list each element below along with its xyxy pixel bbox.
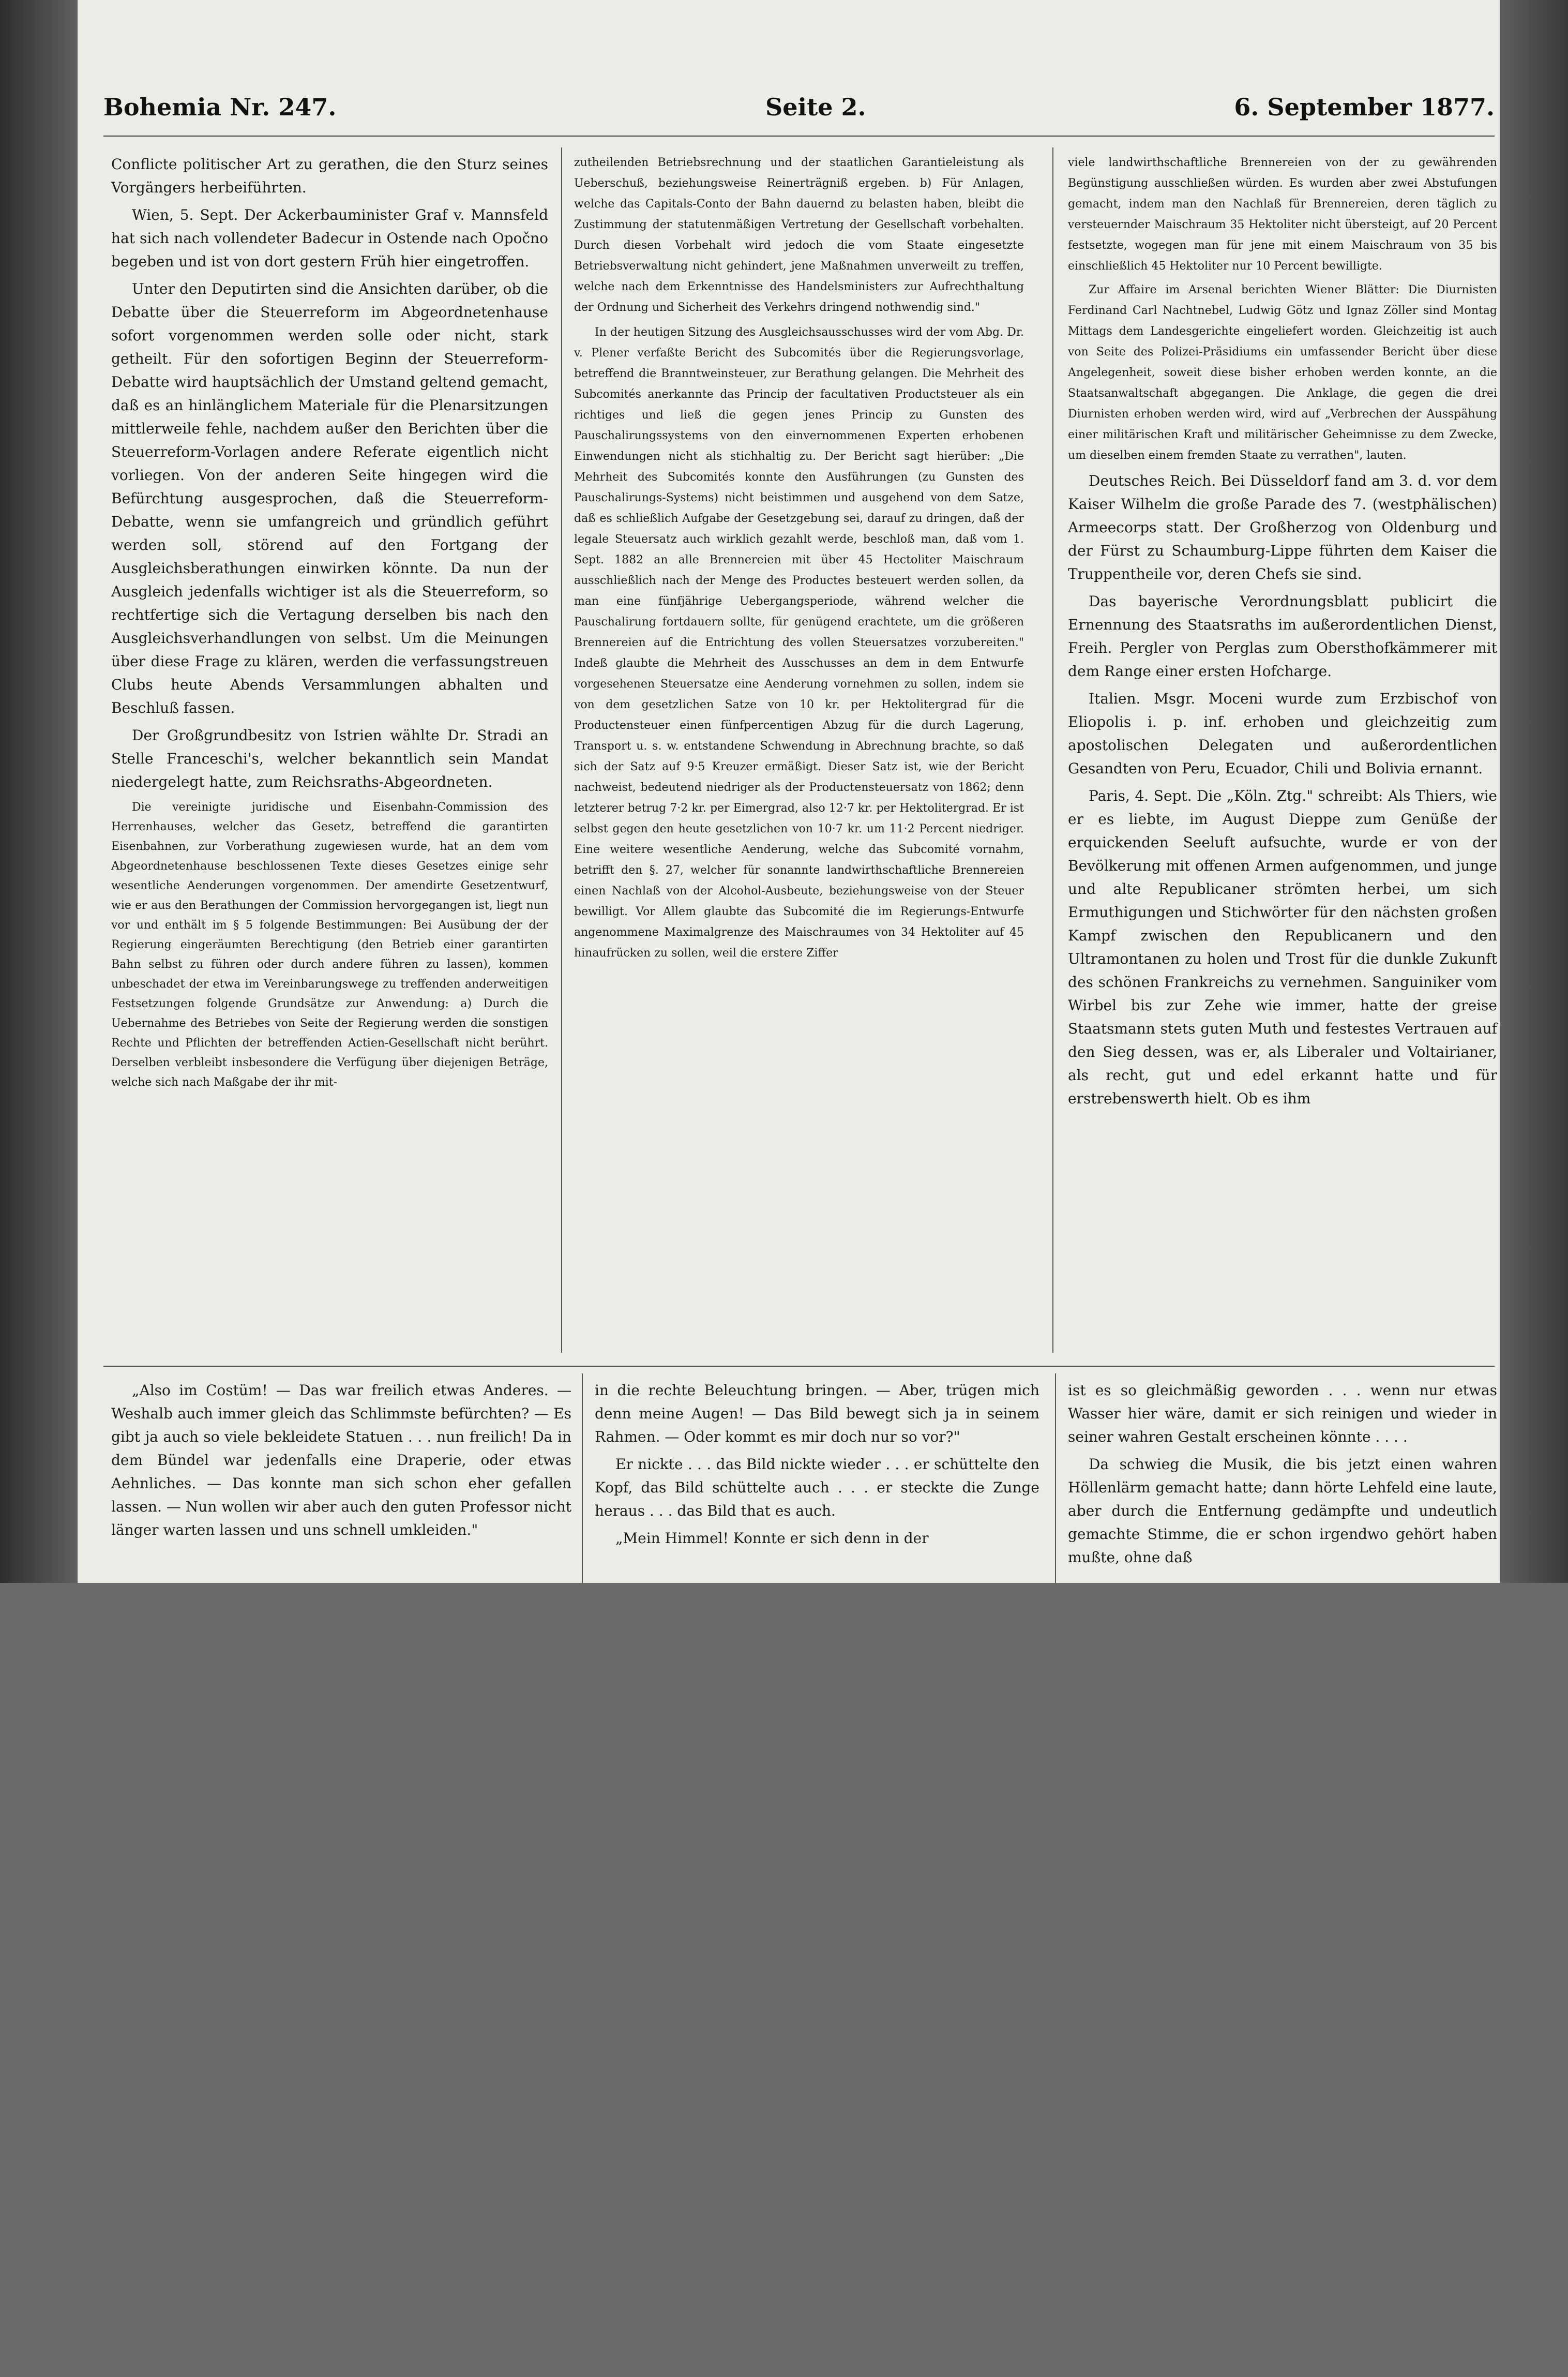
column-divider-1	[561, 147, 562, 1353]
feuilleton-paragraph: ist es so gleichmäßig geworden . . . wenn nur etwas Wasser hier wäre, damit er sich reinigen und wieder in seiner wahren Gestalt erscheinen könnte . . . .	[1068, 1382, 1497, 1445]
article-paragraph: Die vereinigte juridische und Eisenbahn-Commission des Herrenhauses, welcher das Gesetz, betreffend die garantirten Eisenbahnen, zur Vorberathung zugewiesen wurde, hat an dem vom Abgeordnetenhause beschlossenen Texte dieses Gesetzes einige sehr wesentliche Aenderungen vorgenommen. Der amendirte Gesetzentwurf, wie er aus den Berathungen der Commission hervorgegangen ist, liegt nun vor und enthält im § 5 folgende Bestimmungen: Bei Ausübung der der Regierung eingeräumten Berechtigung (den Betrieb einer garantirten Bahn selbst zu führen oder durch andere führen zu lassen), kommen unbeschadet der etwa im Vereinbarungswege zu treffenden anderweitigen Festsetzungen folgende Grundsätze zur Anwendung: a) Durch die Uebernahme des Betriebes von Seite der Regierung werden die sonstigen Rechte und Pflichten der betreffenden Actien-Gesellschaft nicht berührt. Derselben verbleibt insbesondere die Verfügung über diejenigen Beträge, welche sich nach Maßgabe der ihr mit-	[111, 801, 548, 1089]
article-paragraph: Das bayerische Verordnungsblatt publicirt die Ernennung des Staatsraths im außerordentlichen Dienst, Freih. Pergler von Perglas zum Obersthofkämmerer mit dem Range einer ersten Hofcharge.	[1068, 593, 1497, 680]
article-paragraph: Italien. Msgr. Moceni wurde zum Erzbischof von Eliopolis i. p. inf. erhoben und gleichzeitig zum apostolischen Delegaten und außerordentlichen Gesandten von Peru, Ecuador, Chili und Bolivia ernannt.	[1068, 690, 1497, 777]
feuilleton-column-3	[1068, 1379, 1497, 1573]
article-paragraph: zutheilenden Betriebsrechnung und der staatlichen Garantieleistung als Ueberschuß, beziehungsweise Reinerträgniß ergeben. b) Für Anlagen, welche das Capitals-Conto der Bahn dauernd zu belasten haben, bleibt die Zustimmung der statutenmäßigen Vertretung der Gesellschaft vorbehalten. Durch diesen Vorbehalt wird jedoch die vom Staate eingesetzte Betriebsverwaltung nicht gehindert, jene Maßnahmen unverweilt zu treffen, welche nach dem Erkenntnisse des Handelsministers zur Aufrechthaltung der Ordnung und Sicherheit des Verkehrs dringend nothwendig sind."	[574, 156, 1024, 314]
column-1	[111, 153, 548, 1097]
article-paragraph: Conflicte politischer Art zu gerathen, die den Sturz seines Vorgängers herbeiführten.	[111, 156, 548, 196]
article-paragraph: Deutsches Reich. Bei Düsseldorf fand am 3. d. vor dem Kaiser Wilhelm die große Parade des 7. (westphälischen) Armeecorps statt. Der Großherzog von Oldenburg und der Fürst zu Schaumburg-Lippe führten dem Kaiser die Truppentheile vor, deren Chefs sie sind.	[1068, 472, 1497, 582]
feuilleton-rule	[103, 1366, 1495, 1367]
header-rule	[103, 136, 1495, 137]
article-paragraph: Paris, 4. Sept. Die „Köln. Ztg." schreibt: Als Thiers, wie er es liebte, im August Dieppe zum Genüße der erquickenden Seeluft aufsuchte, wurde er von der Bevölkerung mit offenen Armen aufgenommen, und junge und alte Republicaner strömten herbei, um sich Ermuthigungen und Stichwörter für den nächsten großen Kampf zwischen den Republicanern und den Ultramontanen zu holen und Trost für die dunkle Zukunft des schönen Frankreichs zu vernehmen. Sanguiniker vom Wirbel bis zur Zehe wie immer, hatte der greise Staatsmann stets guten Muth und festestes Vertrauen auf den Sieg dessen, was er, als Liberaler und Voltairianer, als recht, gut und edel erkannt hatte und für erstrebenswerth hielt. Ob es ihm	[1068, 787, 1497, 1107]
feuilleton-paragraph: in die rechte Beleuchtung bringen. — Aber, trügen mich denn meine Augen! — Das Bild bewegt sich ja in seinem Rahmen. — Oder kommt es mir doch nur so vor?"	[595, 1382, 1039, 1445]
article-paragraph: Zur Affaire im Arsenal berichten Wiener Blätter: Die Diurnisten Ferdinand Carl Nachtnebel, Ludwig Götz und Ignaz Zöller sind Montag Mittags dem Landesgerichte eingeliefert worden. Gleichzeitig ist auch von Seite des Polizei-Präsidiums ein umfassender Bericht über diese Angelegenheit, soweit diese bisher erhoben werden konnte, an die Staatsanwaltschaft abgegangen. Die Anklage, die gegen die drei Diurnisten erhoben werden wird, wird auf „Verbrechen der Ausspähung einer militärischen Kraft und militärischer Geheimnisse zu dem Zwecke, um dieselben einem fremden Staate zu verrathen", lauten.	[1068, 283, 1497, 462]
header-date: 6. September 1877.	[1234, 93, 1495, 121]
redaction-overlay	[0, 1583, 1568, 2377]
feuilleton-column-2	[595, 1379, 1039, 1554]
feuilleton-paragraph: Da schwieg die Musik, die bis jetzt einen wahren Höllenlärm gemacht hatte; dann hörte Lehfeld eine laute, aber durch die Entfernung gedämpfte und undeutlich gemachte Stimme, die er schon irgendwo gehört haben mußte, ohne daß	[1068, 1456, 1497, 1566]
article-paragraph: Der Großgrundbesitz von Istrien wählte Dr. Stradi an Stelle Franceschi's, welcher bekanntlich sein Mandat niedergelegt hatte, zum Reichsraths-Abgeordneten.	[111, 727, 548, 790]
page-header	[103, 93, 1495, 129]
feuilleton-paragraph: „Mein Himmel! Konnte er sich denn in der	[615, 1530, 929, 1547]
column-2	[574, 153, 1024, 968]
article-paragraph: viele landwirthschaftliche Brennereien von der zu gewährenden Begünstigung ausschließen würden. Es wurden aber zwei Abstufungen gemacht, indem man den Nachlaß für Brennereien, deren täglich zu versteuernder Maischraum 35 Hektoliter nicht übersteigt, auf 20 Percent festsetzte, wogegen man für jene mit einem Maischraum von 35 bis einschließlich 45 Hektoliter nur 10 Percent bewilligte.	[1068, 156, 1497, 273]
article-paragraph: Wien, 5. Sept. Der Ackerbauminister Graf v. Mannsfeld hat sich nach vollendeter Badecur in Ostende nach Opočno begeben und ist von dort gestern Früh hier eingetroffen.	[111, 206, 548, 270]
column-divider-2	[1052, 147, 1053, 1353]
article-paragraph: In der heutigen Sitzung des Ausgleichsausschusses wird der vom Abg. Dr. v. Plener verfaßte Bericht des Subcomités über die Regierungsvorlage, betreffend die Branntweinsteuer, zur Berathung gelangen. Die Mehrheit des Subcomités anerkannte das Princip der facultativen Productsteuer als ein richtiges und ließ die gegen jenes Princip zu Gunsten des Pauschalirungssystems von den einvernommenen Experten erhobenen Einwendungen nicht als stichhaltig zu. Der Bericht sagt hierüber: „Die Mehrheit des Subcomités konnte den Ausführungen (zu Gunsten des Pauschalirungs-Systems) nicht beistimmen und ausgehend von dem Satze, daß es schließlich Aufgabe der Gesetzgebung sei, darauf zu dringen, daß der legale Steuersatz auch wirklich gezahlt werde, beschloß man, daß vom 1. Sept. 1882 an alle Brennereien mit über 45 Hectoliter Maischraum ausschließlich nach der Menge des Productes besteuert werden sollen, da man eine fünfjährige Uebergangsperiode, während welcher die Pauschalirung fortdauern sollte, für genügend erachtete, um die größeren Brennereien auf die Entrichtung des vollen Steuersatzes vorzubereiten." Indeß glaubte die Mehrheit des Ausschusses an dem in dem Entwurfe vorgesehenen Steuersatze eine Aenderung vornehmen zu sollen, indem sie von dem gesetzlichen Satze von 10 kr. per Hektolitergrad für die Productensteuer einen fünfpercentigen Abzug für die durch Lagerung, Transport u. s. w. entstandene Schwendung in Abrechnung brachte, so daß sich der Satz auf 9·5 Kreuzer ermäßigt. Dieser Satz ist, wie der Bericht nachweist, bedeutend niedriger als der Productensteuersatz von 1862; denn letzterer betrug 7·2 kr. per Eimergrad, also 12·7 kr. per Hektolitergrad. Er ist selbst gegen den heute gesetzlichen von 10·7 kr. um 11·2 Percent niedriger. Eine weitere wesentliche Aenderung, welche das Subcomité vornahm, betrifft den §. 27, welcher für sonannte landwirthschaftliche Brennereien einen Nachlaß von der Alcohol-Ausbeute, beziehungsweise von der Steuer bewilligt. Vor Allem glaubte das Subcomité die im Regierungs-Entwurfe angenommene Maximalgrenze des Maischraumes von 34 Hektoliter auf 45 hinaufrücken zu sollen, weil die erstere Ziffer	[574, 326, 1024, 960]
feuilleton-paragraph: „Also im Costüm! — Das war freilich etwas Anderes. — Weshalb auch immer gleich das Schlimmste befürchten? — Es gibt ja auch so viele bekleidete Statuen . . . nun freilich! Da in dem Bündel war jedenfalls eine Draperie, oder etwas Aehnliches. — Das konnte man sich schon eher gefallen lassen. — Nun wollen wir aber auch den guten Professor nicht länger warten lassen und uns schnell umkleiden."	[111, 1382, 571, 1538]
column-3	[1068, 153, 1497, 1114]
article-paragraph: Unter den Deputirten sind die Ansichten darüber, ob die Debatte über die Steuerreform im Abgeordnetenhause sofort vorgenommen werden solle oder nicht, stark getheilt. Für den sofortigen Beginn der Steuerreform-Debatte wird hauptsächlich der Umstand geltend gemacht, daß es an hinlänglichem Materiale für die Plenarsitzungen mittlerweile fehle, nachdem außer den Berichten über die Steuerreform-Vorlagen andere Referate eigentlich nicht vorliegen. Von der anderen Seite hingegen wird die Befürchtung ausgesprochen, daß die Steuerreform-Debatte, wenn sie umfangreich und gründlich geführt werden soll, störend auf den Fortgang der Ausgleichsberathungen einwirken könnte. Da nun der Ausgleich jedenfalls wichtiger ist als die Steuerreform, so rechtfertige sich die Vertagung derselben bis nach den Ausgleichsverhandlungen von selbst. Um die Meinungen über diese Frage zu klären, werden die verfassungstreuen Clubs heute Abends Versammlungen abhalten und Beschluß fassen.	[111, 280, 548, 716]
feuilleton-divider-2	[1055, 1373, 1056, 1583]
header-page-number: Seite 2.	[765, 93, 866, 121]
feuilleton-paragraph: Er nickte . . . das Bild nickte wieder . . . er schüttelte den Kopf, das Bild schüttelte auch . . . er steckte die Zunge heraus . . . das Bild that es auch.	[595, 1456, 1039, 1519]
feuilleton-divider-1	[582, 1373, 583, 1583]
header-masthead: Bohemia Nr. 247.	[103, 93, 337, 121]
feuilleton-column-1	[111, 1379, 571, 1546]
